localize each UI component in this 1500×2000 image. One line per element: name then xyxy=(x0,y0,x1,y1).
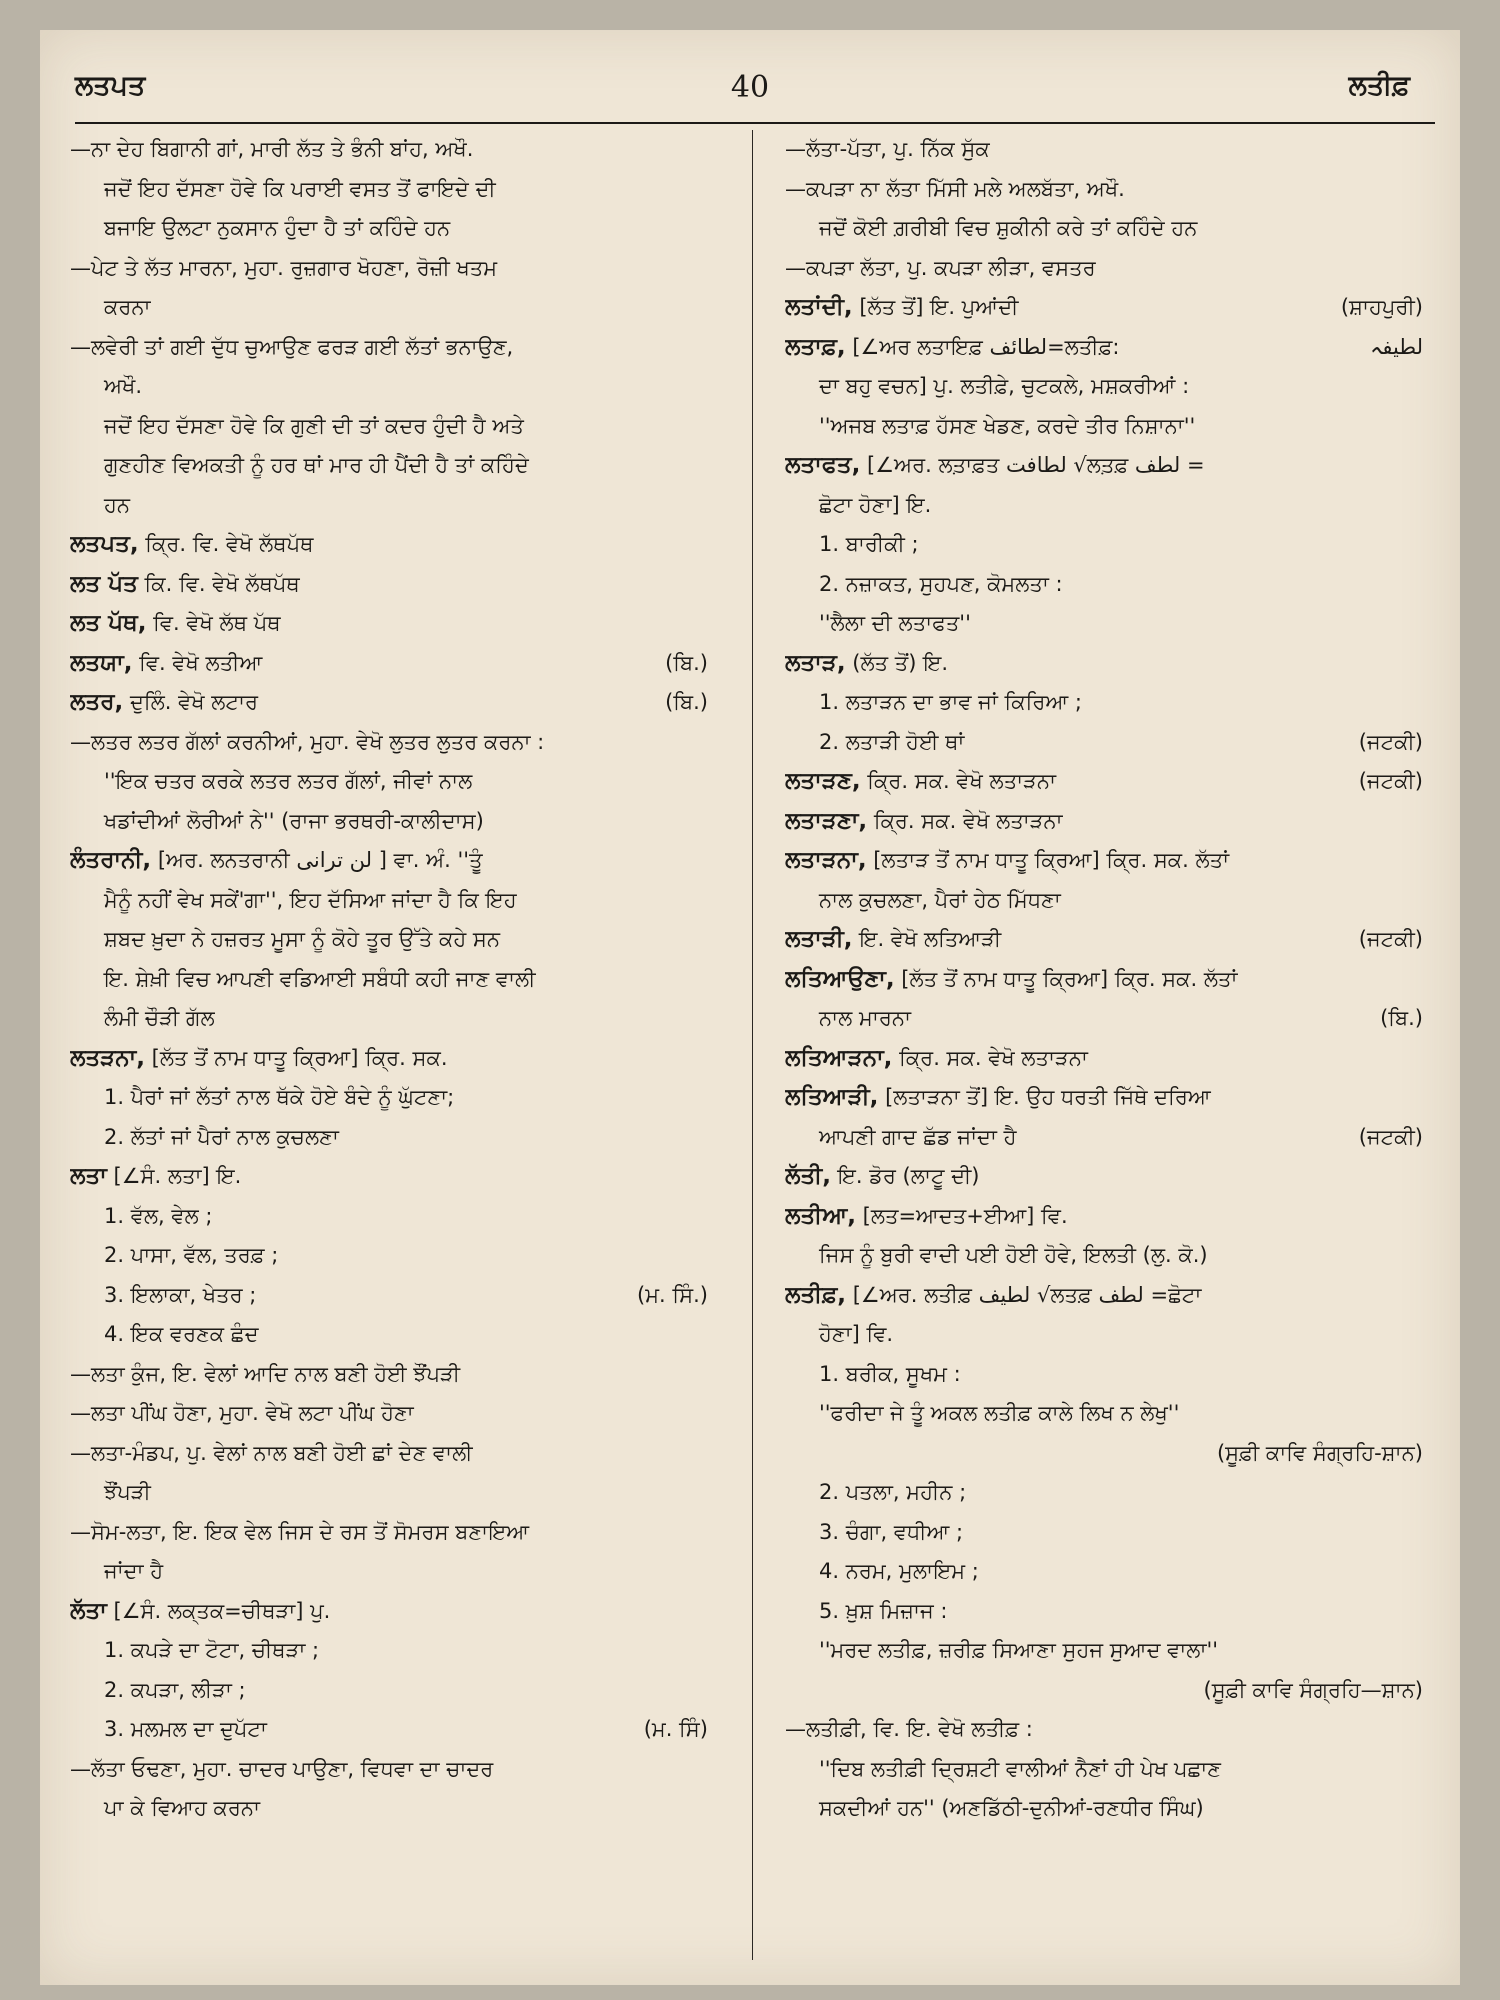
definition-text: ਆਪਣੀ ਗਾਦ ਛੱਡ ਜਾਂਦਾ ਹੈ xyxy=(819,1124,1017,1149)
entry-line xyxy=(785,1671,1425,1711)
definition-text: ਝੌਂਪੜੀ xyxy=(104,1480,151,1504)
entry-line xyxy=(70,1355,710,1395)
definition-text: 3. ਮਲਮਲ ਦਾ ਦੁਪੱਟਾ xyxy=(104,1717,267,1741)
definition-text: —ਲਤਾ-ਮੰਡਪ, ਪੁ. ਵੇਲਾਂ ਨਾਲ ਬਣੀ ਹੋਈ ਛਾਂ ਦੇਣ ਵਾਲੀ xyxy=(70,1440,473,1465)
entry-line xyxy=(785,644,1425,684)
definition-text: —ਲਤਾ ਪੀਂਘ ਹੋਣਾ, ਮੁਹਾ. ਵੇਖੋ ਲਟਾ ਪੀਂਘ ਹੋਣਾ xyxy=(70,1401,414,1425)
headword: ਲੰਤਰਾਨੀ, xyxy=(70,847,152,873)
definition-text: ''ਲੈਲਾ ਦੀ ਲਤਾਫਤ'' xyxy=(819,611,971,635)
entry-line xyxy=(70,209,710,249)
definition-text: [ਲੱਤ ਤੋਂ ਨਾਮ ਧਾਤੂ ਕ੍ਰਿਆ] ਕ੍ਰਿ. ਸਕ. xyxy=(144,1045,448,1070)
definition-text: —ਲਤੀਫ਼ੀ, ਵਿ. ਇ. ਵੇਖੋ ਲਤੀਫ਼ : xyxy=(785,1717,1033,1741)
entry-line xyxy=(70,841,710,881)
entry-line xyxy=(70,130,710,170)
headword: ਲਤਾੜੀ, xyxy=(785,926,853,952)
source-tag: (ਜਟਕੀ) xyxy=(1358,1124,1423,1149)
definition-text: [∠ਸੰ. ਲਕ੍ਤਕ=ਚੀਥੜਾ] ਪੁ. xyxy=(106,1598,331,1623)
definition-text: ਜਦੋਂ ਇਹ ਦੱਸਣਾ ਹੋਵੇ ਕਿ ਗੁਣੀ ਦੀ ਤਾਂ ਕਦਰ ਹੁੰਦੀ ਹੈ ਅਤੇ xyxy=(104,413,524,438)
definition-text: ਲੰਮੀ ਚੌੜੀ ਗੱਲ xyxy=(104,1006,215,1030)
headword: ਲਤਾਂਦੀ, xyxy=(785,294,853,320)
definition-text: 3. ਇਲਾਕਾ, ਖੇਤਰ ; xyxy=(104,1282,257,1307)
page-header xyxy=(40,70,1460,118)
entry-line xyxy=(70,1276,710,1316)
definition-text: ਵਿ. ਵੇਖੋ ਲੱਥ ਪੱਥ xyxy=(146,611,281,635)
definition-text: ਦੁਲਿੰ. ਵੇਖੋ ਲਟਾਰ xyxy=(123,690,258,714)
definition-text: ''ਅਜਬ ਲਤਾਫ਼ ਹੱਸਣ ਖੇਡਣ, ਕਰਦੇ ਤੀਰ ਨਿਸ਼ਾਨਾ'' xyxy=(819,413,1196,438)
entry-line xyxy=(70,367,710,407)
definition-text: 1. ਪੈਰਾਂ ਜਾਂ ਲੱਤਾਂ ਨਾਲ ਥੱਕੇ ਹੋਏ ਬੰਦੇ ਨੂੰ ਘੁੱਟਣਾ; xyxy=(104,1085,455,1109)
entry-line xyxy=(785,1078,1425,1118)
definition-text: ਛੋਟਾ ਹੋਣਾ] ਇ. xyxy=(819,492,932,517)
entry-line xyxy=(70,565,710,605)
definition-text: —ਲਤਾ ਕੁੰਜ, ਇ. ਵੇਲਾਂ ਆਦਿ ਨਾਲ ਬਣੀ ਹੋਈ ਝੌਂਪੜੀ xyxy=(70,1361,461,1386)
definition-text: 5. ਖ਼ੁਸ਼ ਮਿਜ਼ਾਜ : xyxy=(819,1598,948,1623)
definition-text: —ਲੱਤਾ-ਪੱਤਾ, ਪੁ. ਨਿੱਕ ਸੁੱਕ xyxy=(785,137,990,161)
entry-line xyxy=(70,920,710,960)
headword: ਲਤਾਫਤ, xyxy=(785,452,861,478)
entry-line xyxy=(70,881,710,921)
entry-line xyxy=(785,1118,1425,1158)
source-tag: (ਜਟਕੀ) xyxy=(1358,769,1423,793)
definition-text: ਨਾਲ ਮਾਰਨਾ xyxy=(819,1006,911,1030)
definition-text: —ਲਵੇਰੀ ਤਾਂ ਗਈ ਦੁੱਧ ਚੁਆਉਣ ਫਰੜ ਗਈ ਲੱਤਾਂ ਭਨਾਉਣ, xyxy=(70,334,514,359)
entry-line xyxy=(70,1197,710,1237)
entry-line xyxy=(785,1592,1425,1632)
entry-line xyxy=(785,960,1425,1000)
definition-text: ਕ੍ਰਿ. ਸਕ. ਵੇਖੋ ਲਤਾੜਨਾ xyxy=(867,808,1063,833)
entry-line xyxy=(785,1157,1425,1197)
headword: ਲਤ ਪੱਤ xyxy=(70,570,138,597)
entry-line xyxy=(70,1789,710,1829)
entry-line xyxy=(70,249,710,289)
definition-text: ਕ੍ਰਿ. ਸਕ. ਵੇਖੋ ਲਤਾੜਨਾ xyxy=(892,1045,1088,1070)
entry-line xyxy=(785,841,1425,881)
definition-text: 4. ਇਕ ਵਰਣਕ ਛੰਦ xyxy=(104,1322,259,1346)
source-tag: (ਮ. ਸਿੰ.) xyxy=(637,1282,708,1307)
source-tag: (ਸ਼ਾਹਪੁਰੀ) xyxy=(1340,295,1423,319)
left-column xyxy=(70,130,710,1960)
definition-text: —ਲਤਰ ਲਤਰ ਗੱਲਾਂ ਕਰਨੀਆਂ, ਮੁਹਾ. ਵੇਖੋ ਲੁਤਰ ਲੁਤਰ ਕਰਨਾ : xyxy=(70,729,545,754)
definition-text: 2. ਕਪੜਾ, ਲੀੜਾ ; xyxy=(104,1677,246,1702)
definition-text: ਹੋਣਾ] ਵਿ. xyxy=(819,1322,894,1346)
entry-line xyxy=(785,170,1425,210)
definition-text: [ਲਤਾੜ ਤੋਂ ਨਾਮ ਧਾਤੂ ਕ੍ਰਿਆ] ਕ੍ਰਿ. ਸਕ. ਲੱਤਾਂ xyxy=(866,848,1230,872)
definition-text: ਹਨ xyxy=(104,492,131,517)
definition-text: ਅਖੌ. xyxy=(104,374,143,398)
definition-text: —ਪੇਟ ਤੇ ਲੱਤ ਮਾਰਨਾ, ਮੁਹਾ. ਰੁਜ਼ਗਾਰ ਖੋਹਣਾ, ਰੋਜ਼ੀ ਖਤਮ xyxy=(70,255,498,280)
definition-text: ਇ. ਵੇਖੋ ਲਤਿਆੜੀ xyxy=(852,927,1002,951)
headword: ਲਤਾ xyxy=(70,1163,107,1189)
entry-line xyxy=(70,1552,710,1592)
entry-line xyxy=(785,999,1425,1039)
definition-text: —ਨਾ ਦੇਹ ਬਿਗਾਨੀ ਗਾਂ, ਮਾਰੀ ਲੱਤ ਤੇ ਭੰਨੀ ਬਾਂਹ, ਅਖੌ. xyxy=(70,137,474,161)
definition-text: [ਲੱਤ ਤੋਂ] ਇ. ਪੁਆਂਦੀ xyxy=(852,295,1019,319)
definition-text: —ਕਪੜਾ ਲੱਤਾ, ਪੁ. ਕਪੜਾ ਲੀੜਾ, ਵਸਤਰ xyxy=(785,255,1096,280)
entry-line xyxy=(70,999,710,1039)
definition-text: 1. ਲਤਾੜਨ ਦਾ ਭਾਵ ਜਾਂ ਕਿਰਿਆ ; xyxy=(819,690,1082,714)
entry-line xyxy=(785,1789,1425,1829)
source-tag: (ਬਿ.) xyxy=(665,690,708,714)
source-tag: (ਸੂਫ਼ੀ ਕਾਵਿ ਸੰਗ੍ਰਹਿ—ਸ਼ਾਨ) xyxy=(1203,1677,1423,1702)
entry-line xyxy=(70,1513,710,1553)
definition-text: (ਲੱਤ ਤੋਂ) ਇ. xyxy=(845,650,949,675)
entry-line xyxy=(70,1473,710,1513)
definition-text: 2. ਲਤਾੜੀ ਹੋਈ ਥਾਂ xyxy=(819,729,965,754)
definition-text: 1. ਬਾਰੀਕੀ ; xyxy=(819,532,919,556)
entry-line xyxy=(785,1434,1425,1474)
source-tag: لطیفہ xyxy=(1370,334,1423,359)
entry-line xyxy=(785,1552,1425,1592)
entry-line xyxy=(70,1236,710,1276)
entry-line xyxy=(70,1315,710,1355)
definition-text: —ਕਪੜਾ ਨਾ ਲੱਤਾ ਮਿੱਸੀ ਮਲੇ ਅਲਬੱਤਾ, ਅਖੌ. xyxy=(785,176,1125,201)
entry-line xyxy=(70,328,710,368)
entry-line xyxy=(70,802,710,842)
source-tag: (ਸੂਫ਼ੀ ਕਾਵਿ ਸੰਗ੍ਰਹਿ-ਸ਼ਾਨ) xyxy=(1216,1440,1423,1465)
definition-text: ਕ੍ਰਿ. ਸਕ. ਵੇਖੋ ਲਤਾੜਨਾ xyxy=(860,769,1056,793)
headword: ਲਤਾੜਣ, xyxy=(785,768,861,794)
entry-line xyxy=(70,1157,710,1197)
definition-text: 4. ਨਰਮ, ਮੁਲਾਇਮ ; xyxy=(819,1559,979,1583)
definition-text: 1. ਵੱਲ, ਵੇਲ ; xyxy=(104,1203,213,1228)
definition-text: ਮੈਨੂੰ ਨਹੀਂ ਵੇਖ ਸਕੇਂ'ਗਾ'', ਇਹ ਦੱਸਿਆ ਜਾਂਦਾ ਹੈ ਕਿ ਇਹ xyxy=(104,887,517,912)
definition-text: [ਲੱਤ ਤੋਂ ਨਾਮ ਧਾਤੂ ਕ੍ਰਿਆ] ਕ੍ਰਿ. ਸਕ. ਲੱਤਾਂ xyxy=(894,966,1238,991)
entry-line xyxy=(785,1394,1425,1434)
entry-line xyxy=(70,1592,710,1632)
definition-text: [∠ਅਰ. ਲਤ਼ਾਫ਼ਤ لطافت √ਲਤ਼ਫ਼ لطف = xyxy=(860,453,1205,477)
definition-text: [∠ਅਰ. ਲਤੀਫ਼ لطیف √ਲਤਫ਼ لطف =ਛੋਟਾ xyxy=(846,1282,1202,1307)
entry-line xyxy=(785,1039,1425,1079)
definition-text: —ਸੋਮ-ਲਤਾ, ਇ. ਇਕ ਵੇਲ ਜਿਸ ਦੇ ਰਸ ਤੋਂ ਸੋਮਰਸ ਬਣਾਇਆ xyxy=(70,1519,530,1544)
entry-line xyxy=(785,1750,1425,1790)
definition-text: ਜਦੋਂ ਇਹ ਦੱਸਣਾ ਹੋਵੇ ਕਿ ਪਰਾਈ ਵਸਤ ਤੋਂ ਫਾਇਦੇ ਦੀ xyxy=(104,176,496,201)
entry-line xyxy=(785,446,1425,486)
headword: ਲਤਾਫ਼, xyxy=(785,333,846,360)
definition-text: [ਲਤਾੜਨਾ ਤੋਂ] ਇ. ਉਹ ਧਰਤੀ ਜਿੱਥੇ ਦਰਿਆ xyxy=(878,1085,1211,1109)
headword: ਲਤਰ, xyxy=(70,689,124,715)
entry-line xyxy=(785,604,1425,644)
definition-text: 2. ਪਤਲਾ, ਮਹੀਨ ; xyxy=(819,1480,967,1504)
headword: ਲਤਿਆੜੀ, xyxy=(785,1084,879,1110)
definition-text: ਨਾਲ ਕੁਚਲਣਾ, ਪੈਰਾਂ ਹੇਠ ਮਿੱਧਣਾ xyxy=(819,887,1061,912)
dictionary-page xyxy=(40,30,1460,1985)
definition-text: ਵਿ. ਵੇਖੋ ਲਤੀਆ xyxy=(132,650,263,675)
definition-text: ਸ਼ਬਦ ਖ਼ੁਦਾ ਨੇ ਹਜ਼ਰਤ ਮੂਸਾ ਨੂੰ ਕੋਹੇ ਤੂਰ ਉੱਤੇ ਕਹੇ ਸਨ xyxy=(104,927,501,951)
headword: ਲੱਤੀ, xyxy=(785,1163,831,1189)
entry-line xyxy=(70,762,710,802)
entry-line xyxy=(70,170,710,210)
definition-text: ''ਮਰਦ ਲਤੀਫ਼, ਜ਼ਰੀਫ਼ ਸਿਆਣਾ ਸੁਹਜ ਸੁਆਦ ਵਾਲਾ'' xyxy=(819,1638,1219,1662)
column-divider xyxy=(752,130,753,1960)
right-column xyxy=(785,130,1425,1960)
entry-line xyxy=(70,446,710,486)
headword: ਲਤਾੜਣਾ, xyxy=(785,807,868,834)
definition-text: ਬਜਾਇ ਉਲਟਾ ਨੁਕਸਾਨ ਹੁੰਦਾ ਹੈ ਤਾਂ ਕਹਿੰਦੇ ਹਨ xyxy=(104,216,451,240)
definition-text: ''ਇਕ ਚਤਰ ਕਰਕੇ ਲਤਰ ਲਤਰ ਗੱਲਾਂ, ਜੀਵਾਂ ਨਾਲ xyxy=(104,769,473,793)
right-running-headword: ਲਤੀਫ਼ xyxy=(1348,70,1410,101)
page-number: 40 xyxy=(730,70,770,105)
entry-line xyxy=(785,881,1425,921)
definition-text: ''ਦਿਬ ਲਤੀਫ਼ੀ ਦ੍ਰਿਸ਼ਟੀ ਵਾਲੀਆਂ ਨੈਣਾਂ ਹੀ ਪੇਖ ਪਛਾਣ xyxy=(819,1756,1221,1781)
entry-line xyxy=(785,762,1425,802)
definition-text: —ਲੱਤਾ ਓਢਣਾ, ਮੁਹਾ. ਚਾਦਰ ਪਾਉਣਾ, ਵਿਧਵਾ ਦਾ ਚਾਦਰ xyxy=(70,1756,494,1781)
definition-text: 1. ਬਰੀਕ, ਸੂਖਮ : xyxy=(819,1361,961,1386)
headword: ਲੱਤਾ xyxy=(70,1597,107,1624)
definition-text: ਜਦੋਂ ਕੋਈ ਗ਼ਰੀਬੀ ਵਿਚ ਸ਼ੁਕੀਨੀ ਕਰੇ ਤਾਂ ਕਹਿੰਦੇ ਹਨ xyxy=(819,216,1198,240)
entry-line xyxy=(785,130,1425,170)
entry-line xyxy=(70,525,710,565)
headword: ਲਤੀਫ਼, xyxy=(785,1281,847,1308)
definition-text: ਦਾ ਬਹੁ ਵਚਨ] ਪੁ. ਲਤੀਫ਼ੇ, ਚੁਟਕਲੇ, ਮਸ਼ਕਰੀਆਂ : xyxy=(819,374,1190,398)
entry-line xyxy=(70,1434,710,1474)
definition-text: ''ਫਰੀਦਾ ਜੇ ਤੂੰ ਅਕਲ ਲਤੀਫ਼ ਕਾਲੇ ਲਿਖ ਨ ਲੇਖੁ'' xyxy=(819,1401,1180,1425)
definition-text: ਜਿਸ ਨੂੰ ਬੁਰੀ ਵਾਦੀ ਪਈ ਹੋਈ ਹੋਵੇ, ਇਲਤੀ (ਲੁ. ਕੋ.) xyxy=(819,1243,1208,1267)
definition-text: 2. ਲੱਤਾਂ ਜਾਂ ਪੈਰਾਂ ਨਾਲ ਕੁਚਲਣਾ xyxy=(104,1124,339,1149)
definition-text: 2. ਨਜ਼ਾਕਤ, ਸੁਹਪਣ, ਕੋਮਲਤਾ : xyxy=(819,571,1063,596)
entry-line xyxy=(785,328,1425,368)
entry-line xyxy=(70,723,710,763)
headword: ਲਤੀਆ, xyxy=(785,1202,856,1229)
entry-line xyxy=(785,407,1425,447)
entry-line xyxy=(70,486,710,526)
source-tag: (ਜਟਕੀ) xyxy=(1358,927,1423,951)
source-tag: (ਜਟਕੀ) xyxy=(1358,729,1423,754)
entry-line xyxy=(785,1473,1425,1513)
definition-text: [ਅਰ. ਲਨਤਰਾਨੀ لن ترانی ] ਵਾ. ਅੰ. ''ਤੂੰ xyxy=(151,848,483,872)
header-rule xyxy=(75,122,1435,124)
left-running-headword: ਲਤਪਤ xyxy=(75,70,146,101)
entry-line xyxy=(70,644,710,684)
entry-line xyxy=(785,1236,1425,1276)
definition-text: ਕਰਨਾ xyxy=(104,295,151,319)
entry-line xyxy=(785,1710,1425,1750)
entry-line xyxy=(785,367,1425,407)
definition-text: 1. ਕਪੜੇ ਦਾ ਟੋਟਾ, ਚੀਥੜਾ ; xyxy=(104,1638,320,1662)
entry-line xyxy=(785,565,1425,605)
headword: ਲਤਿਆਉਣਾ, xyxy=(785,965,895,992)
entry-line xyxy=(70,1631,710,1671)
entry-line xyxy=(785,525,1425,565)
entry-line xyxy=(785,1513,1425,1553)
definition-text: ਗੁਣਹੀਣ ਵਿਅਕਤੀ ਨੂੰ ਹਰ ਥਾਂ ਮਾਰ ਹੀ ਪੈਂਦੀ ਹੈ ਤਾਂ ਕਹਿੰਦੇ xyxy=(104,453,529,477)
definition-text: ਪਾ ਕੇ ਵਿਆਹ ਕਰਨਾ xyxy=(104,1796,261,1820)
definition-text: 2. ਪਾਸਾ, ਵੱਲ, ਤਰਫ਼ ; xyxy=(104,1243,279,1267)
entry-line xyxy=(785,1631,1425,1671)
entry-line xyxy=(785,288,1425,328)
headword: ਲਤਯਾ, xyxy=(70,649,133,676)
entry-line xyxy=(70,1750,710,1790)
source-tag: (ਮ. ਸਿੰ) xyxy=(643,1717,708,1741)
entry-line xyxy=(70,604,710,644)
entry-line xyxy=(785,249,1425,289)
headword: ਲਤੜਨਾ, xyxy=(70,1044,145,1071)
entry-line xyxy=(70,1394,710,1434)
definition-text: ਕ੍ਰਿ. ਵਿ. ਵੇਖੋ ਲੱਥਪੱਥ xyxy=(138,532,314,556)
definition-text: ਖਡਾਂਦੀਆਂ ਲੋਰੀਆਂ ਨੇ'' (ਰਾਜਾ ਭਰਥਰੀ-ਕਾਲੀਦਾਸ) xyxy=(104,808,484,833)
entry-line xyxy=(70,1118,710,1158)
definition-text: ਇ. ਡੋਰ (ਲਾਟੂ ਦੀ) xyxy=(830,1164,980,1188)
entry-line xyxy=(70,1671,710,1711)
entry-line xyxy=(70,1039,710,1079)
definition-text: [∠ਸੰ. ਲਤਾ] ਇ. xyxy=(106,1164,242,1188)
definition-text: [ਲਤ=ਆਦਤ+ਈਆ] ਵਿ. xyxy=(855,1203,1068,1228)
entry-line xyxy=(70,1078,710,1118)
definition-text: ਕਿ. ਵਿ. ਵੇਖੋ ਲੱਥਪੱਥ xyxy=(137,571,300,596)
entry-line xyxy=(785,486,1425,526)
entry-line xyxy=(785,920,1425,960)
entry-line xyxy=(70,1710,710,1750)
entry-line xyxy=(70,960,710,1000)
headword: ਲਤਿਆੜਨਾ, xyxy=(785,1044,893,1071)
entry-line xyxy=(70,288,710,328)
headword: ਲਤਪਤ, xyxy=(70,531,139,557)
entry-line xyxy=(785,1355,1425,1395)
source-tag: (ਬਿ.) xyxy=(1380,1006,1423,1030)
entry-line xyxy=(785,723,1425,763)
definition-text: [∠ਅਰ ਲਤਾਇਫ਼ لطائف=ਲਤੀਫ਼: xyxy=(845,334,1120,359)
entry-line xyxy=(70,683,710,723)
source-tag: (ਬਿ.) xyxy=(665,650,708,675)
headword: ਲਤ ਪੱਥ, xyxy=(70,610,147,636)
definition-text: ਇ. ਸ਼ੇਖ਼ੀ ਵਿਚ ਆਪਣੀ ਵਡਿਆਈ ਸਬੰਧੀ ਕਹੀ ਜਾਣ ਵਾਲੀ xyxy=(104,966,536,991)
entry-line xyxy=(785,1197,1425,1237)
entry-line xyxy=(785,683,1425,723)
definition-text: ਸਕਦੀਆਂ ਹਨ'' (ਅਣਡਿੱਠੀ-ਦੁਨੀਆਂ-ਰਣਧੀਰ ਸਿੰਘ) xyxy=(819,1796,1204,1820)
entry-line xyxy=(70,407,710,447)
headword: ਲਤਾੜ, xyxy=(785,649,846,676)
definition-text: ਜਾਂਦਾ ਹੈ xyxy=(104,1559,164,1583)
entry-line xyxy=(785,1315,1425,1355)
definition-text: 3. ਚੰਗਾ, ਵਧੀਆ ; xyxy=(819,1519,964,1544)
entry-line xyxy=(785,1276,1425,1316)
entry-line xyxy=(785,209,1425,249)
entry-line xyxy=(785,802,1425,842)
headword: ਲਤਾੜਨਾ, xyxy=(785,847,867,873)
